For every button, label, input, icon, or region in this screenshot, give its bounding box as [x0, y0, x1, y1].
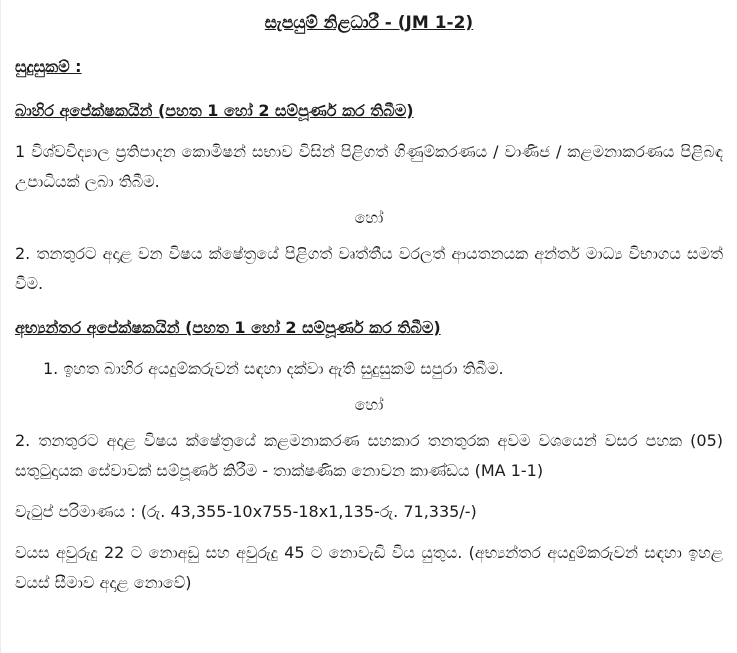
salary-scale-line: වැටුප් පරිමාණය : (රු. 43,355-10x755-18x1,135-රු. 71,335/-) [15, 502, 477, 521]
page-title-text: සැපයුම් නිළධාරී - (JM 1-2) [264, 13, 474, 33]
internal-applicants-heading-text: අභ්‍යන්තර අපේක්ෂකයින් (පහත 1 හෝ 2 සම්පූර්ණ කර තිබීම) [15, 318, 441, 337]
internal-applicants-heading [15, 313, 723, 343]
or-separator-internal: හෝ [354, 395, 384, 414]
or-separator-external: හෝ [354, 208, 384, 227]
age-limit-line: වයස අවුරුදු 22 ට නොඅඩු සහ අවුරුදු 45 ට නොවැඩි විය යුතුය. (අභ්‍යන්තර අයදුම්කරුවන් සඳහා ඉහළ වයස් සීමාව අදාළ නොවේ) [15, 543, 723, 592]
external-requirement-2: 2. තනතුරට අදාළ වන විෂය ක්ෂේත්‍රයේ පිළිගත් වෘත්තීය වරලත් ආයතනයක අන්තර් මාධ්‍ය විභාගය සමත් වීම. [15, 244, 723, 293]
internal-requirement-1: 1. ඉහත බාහිර අයදුම්කරුවන් සඳහා දක්වා ඇති සුදුසුකම් සපුරා තිබීම. [43, 359, 504, 378]
qualifications-heading [15, 52, 723, 82]
external-requirement-1: 1 විශ්වවිද්‍යාල ප්‍රතිපාදන කොමිෂන් සභාව විසින් පිළිගත් ගිණුම්කරණය / වාණිජ / කළමනාකරණය පිළිබඳ උපාධියක් ලබා තිබීම. [15, 142, 723, 191]
page-title [15, 8, 723, 38]
external-applicants-heading-text: බාහිර අපේක්ෂකයින් (පහත 1 හෝ 2 සම්පූර්ණ කර තිබීම) [15, 101, 414, 120]
internal-requirement-2: 2. තනතුරට අදාළ විෂය ක්ෂේත්‍රයේ කළමනාකරණ සහකාර තනතුරක අවම වශයෙන් වසර පහක (05) සතුටුදායක සේවාවක් සම්පූර්ණ කිරීම - තාක්ෂණික නොවන කාණ්ඩය (MA 1-1) [15, 431, 723, 480]
qualifications-heading-text: සුදුසුකම් : [15, 57, 82, 76]
external-applicants-heading [15, 96, 723, 126]
